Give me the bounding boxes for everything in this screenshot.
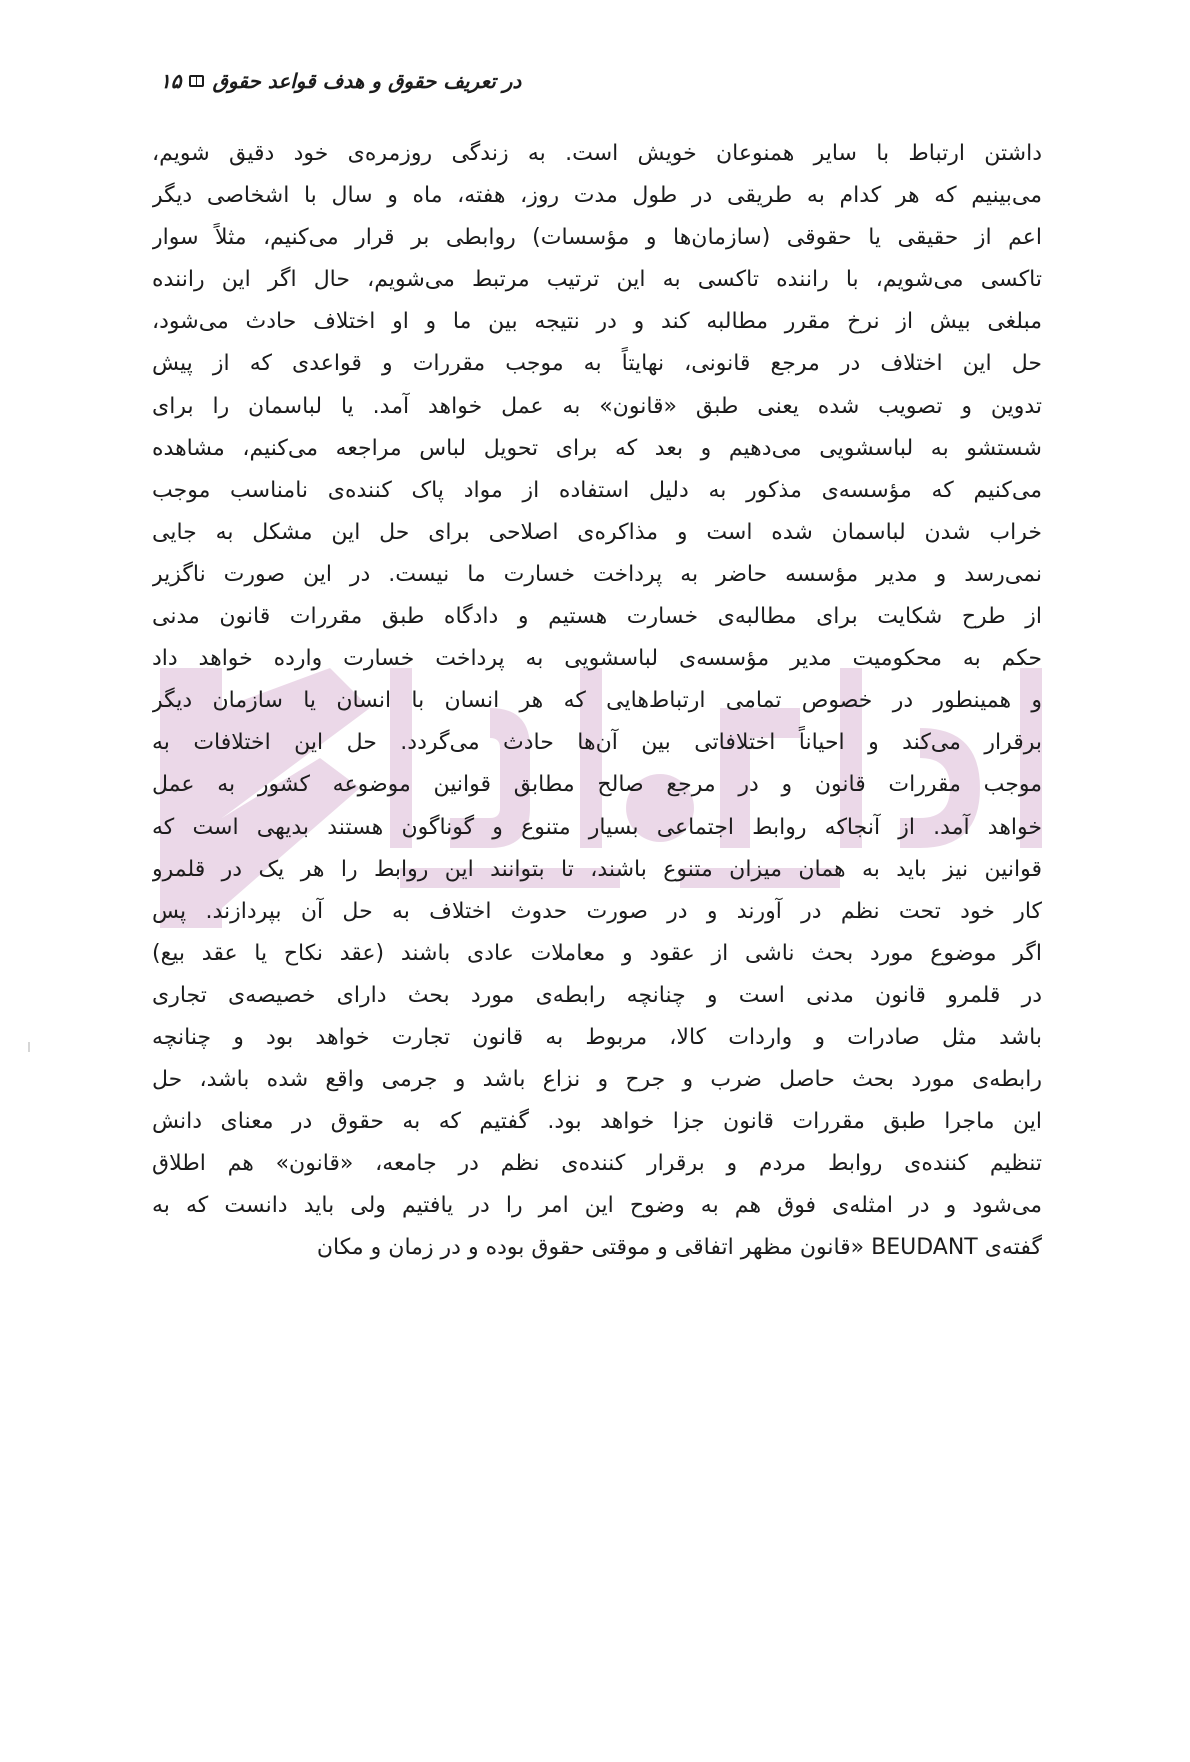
page-number: ۱۵	[160, 69, 182, 93]
text-line: رابطه‌ی مورد بحث حاصل ضرب و جرح و نزاع باشد و جرمی واقع شده باشد، حل	[152, 1067, 1042, 1093]
text-line: اگر موضوع مورد بحث ناشی از عقود و معاملات عادی باشند (عقد نکاح یا عقد بیع)	[152, 940, 1042, 966]
text-line: موجب مقررات قانون و در مرجع صالح مطابق قوانین موضوعه کشور به عمل	[152, 772, 1042, 798]
text-line: حکم به محکومیت مدیر مؤسسه‌ی لباسشویی به پرداخت خسارت وارده خواهد داد	[152, 646, 1042, 672]
text-line: می‌شود و در امثله‌ی فوق هم به وضوح این امر را در یافتیم ولی باید دانست که به	[152, 1193, 1042, 1219]
text-line: اعم از حقیقی یا حقوقی (سازمان‌ها و مؤسسات) روابطی بر قرار می‌کنیم، مثلاً سوار	[152, 225, 1042, 251]
text-line: باشد مثل صادرات و واردات کالا، مربوط به قانون تجارت خواهد بود و چنانچه	[152, 1024, 1042, 1050]
text-line: حل این اختلاف در مرجع قانونی، نهایتاً به موجب مقررات و قواعدی که از پیش	[152, 351, 1042, 377]
text-line: تاکسی می‌شویم، با راننده تاکسی به این ترتیب مرتبط می‌شویم، حال اگر این راننده	[152, 267, 1042, 293]
book-icon	[189, 75, 204, 87]
text-line: قوانین نیز باید به همان میزان متنوع باشند، تا بتوانند این روابط را هر یک در قلمرو	[152, 856, 1042, 882]
text-line: در قلمرو قانون مدنی است و چنانچه رابطه‌ی مورد بحث دارای خصیصه‌ی تجاری	[152, 982, 1042, 1008]
text-line: برقرار می‌کند و احیاناً اختلافاتی بین آن‌ها حادث می‌گردد. حل این اختلافات به	[152, 730, 1042, 756]
text-line: از طرح شکایت برای مطالبه‌ی خسارت هستیم و دادگاه طبق مقررات قانون مدنی	[152, 604, 1042, 630]
text-line: تنظیم کننده‌ی روابط مردم و برقرار کننده‌ی نظم در جامعه، «قانون» هم اطلاق	[152, 1151, 1042, 1177]
text-line: داشتن ارتباط با سایر همنوعان خویش است. به زندگی روزمره‌ی خود دقیق شویم،	[152, 141, 1042, 166]
text-line: مبلغی بیش از نرخ مقرر مطالبه کند و در نتیجه بین ما و او اختلاف حادث می‌شود،	[152, 309, 1042, 335]
text-line: می‌کنیم که مؤسسه‌ی مذکور به دلیل استفاده از مواد پاک کننده‌ی نامناسب موجب	[152, 477, 1042, 503]
text-line: تدوین و تصویب شده یعنی طبق «قانون» به عمل خواهد آمد. یا لباسمان را برای	[152, 393, 1042, 419]
text-line: شستشو به لباسشویی می‌دهیم و بعد که برای تحویل لباس مراجعه می‌کنیم، مشاهده	[152, 435, 1042, 461]
text-line: کار خود تحت نظم در آورند و در صورت حدوث اختلاف به حل آن بپردازند. پس	[152, 898, 1042, 924]
scan-margin-mark	[28, 1042, 30, 1052]
text-line: این ماجرا طبق مقررات قانون جزا خواهد بود. گفتیم که به حقوق در معنای دانش	[152, 1109, 1042, 1135]
text-line: و همینطور در خصوص تمامی ارتباط‌هایی که هر انسان با انسان یا سازمان دیگر	[152, 688, 1042, 714]
text-line: نمی‌رسد و مدیر مؤسسه حاضر به پرداخت خسارت ما نیست. در این صورت ناگزیر	[152, 561, 1042, 587]
text-line: گفته‌ی BEUDANT «قانون مظهر اتفاقی و موقتی حقوق بوده و در زمان و مکان	[316, 1235, 1042, 1261]
body-text	[152, 133, 1042, 1270]
chapter-title: در تعریف حقوق و هدف قواعد حقوق	[212, 69, 522, 93]
text-line: می‌بینیم که هر کدام به طریقی در طول مدت روز، هفته، ماه و سال با اشخاصی دیگر	[152, 183, 1042, 209]
text-line: خراب شدن لباسمان شده است و مذاکره‌ی اصلاحی برای حل این مشکل به جایی	[152, 519, 1042, 545]
running-head	[160, 66, 600, 96]
text-line: خواهد آمد. از آنجاکه روابط اجتماعی بسیار متنوع و گوناگون هستند بدیهی است که	[152, 814, 1042, 840]
